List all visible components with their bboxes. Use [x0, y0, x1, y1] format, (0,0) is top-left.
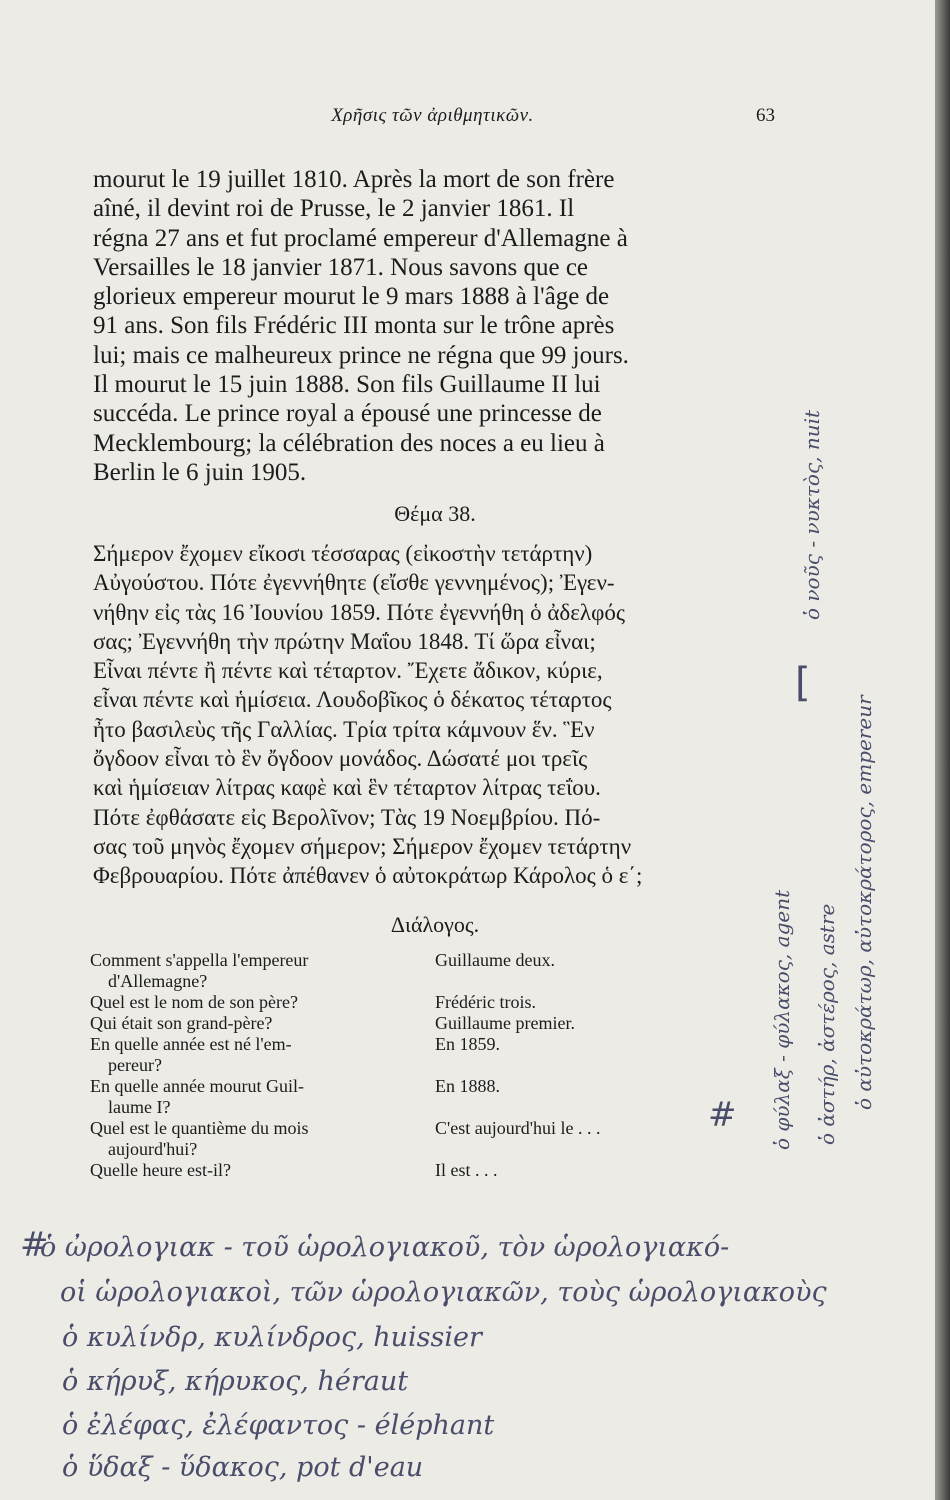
dialogue-table — [90, 950, 710, 1181]
text-line: Αὐγούστου. Πότε ἐγεννήθητε (εἴσθε γεννημένος); Ἐγεν- — [93, 570, 615, 596]
answer-line: Frédéric trois. — [435, 992, 536, 1012]
question — [90, 1160, 435, 1181]
question — [90, 1118, 435, 1160]
text-line: Εἶναι πέντε ἢ πέντε καὶ τέταρτον. Ἔχετε ἄδικον, κύριε, — [93, 658, 603, 684]
question-line: d'Allemagne? — [108, 971, 208, 991]
dialogue-row — [90, 1076, 710, 1118]
question — [90, 1013, 435, 1034]
handwritten-note: ὁ ὠρολογιακ - τοῦ ὡρολογιακοῦ, τὸν ὡρολογιακό- — [40, 1232, 730, 1263]
text-line: succéda. Le prince royal a épousé une princesse de — [93, 400, 602, 428]
french-paragraph — [93, 165, 773, 487]
handwritten-note: ὁ κυλίνδρ, κυλίνδρος, huissier — [62, 1322, 482, 1353]
answer — [435, 1013, 575, 1034]
margin-note: ὁ αὐτοκράτωρ, αὐτοκράτορος, empereur — [852, 695, 876, 1110]
text-line: Πότε ἐφθάσατε εἰς Βερολῖνον; Τὰς 19 Νοεμβρίου. Πό- — [93, 804, 601, 830]
question — [90, 992, 435, 1013]
text-line: σας τοῦ μηνὸς ἔχομεν σήμερον; Σήμερον ἔχομεν τετάρτην — [93, 833, 632, 859]
answer-line: C'est aujourd'hui le . . . — [435, 1118, 601, 1138]
answer-line: Guillaume deux. — [435, 950, 555, 970]
answer-line: Il est . . . — [435, 1160, 498, 1180]
question-line: aujourd'hui? — [108, 1139, 198, 1159]
bracket-mark-icon: [ — [795, 660, 811, 706]
hash-mark-icon: # — [20, 1225, 49, 1265]
answer — [435, 992, 536, 1013]
text-line: Φεβρουαρίου. Πότε ἀπέθανεν ὁ αὐτοκράτωρ Κάρολος ὁ ε΄; — [93, 863, 643, 889]
text-line: mourut le 19 juillet 1810. Après la mort de son frère — [93, 166, 615, 193]
text-line: εἶναι πέντε καὶ ἡμίσεια. Λουδοβῖκος ὁ δέκατος τέταρτος — [93, 687, 612, 713]
question-line: pereur? — [108, 1055, 162, 1075]
text-line: ἦτο βασιλεὺς τῆς Γαλλίας. Τρία τρίτα κάμνουν ἕν. Ἓν — [93, 716, 595, 742]
dialogue-row — [90, 1013, 710, 1034]
answer-line: En 1888. — [435, 1076, 500, 1096]
text-line: καὶ ἡμίσειαν λίτρας καφὲ καὶ ἓν τέταρτον λίτρας τεΐου. — [93, 775, 601, 801]
answer — [435, 1034, 500, 1076]
question-line: Quelle heure est-il? — [90, 1160, 231, 1180]
answer — [435, 1118, 600, 1160]
question-line: Quel est le quantième du mois — [90, 1118, 309, 1138]
page-number: 63 — [756, 105, 775, 126]
answer — [435, 1160, 498, 1181]
question — [90, 1034, 435, 1076]
dialogue-row — [90, 1118, 710, 1160]
answer — [435, 1076, 500, 1118]
text-line: Mecklembourg; la célébration des noces a eu lieu à — [93, 429, 605, 457]
text-line: σας; Ἐγεννήθη τὴν πρώτην Μαΐου 1848. Τί ὥρα εἶναι; — [93, 628, 596, 654]
question — [90, 1076, 435, 1118]
hash-mark-icon: # — [708, 1095, 737, 1135]
question — [90, 950, 435, 992]
margin-note: ὁ ἀστήρ, ἀστέρος, astre — [815, 903, 839, 1145]
question-line: Quel est le nom de son père? — [90, 992, 298, 1012]
text-line: lui; mais ce malheureux prince ne régna que 99 jours. — [93, 341, 629, 369]
theme-heading: Θέμα 38. — [394, 501, 476, 526]
question-line: En quelle année est né l'em- — [90, 1034, 292, 1054]
running-title: Χρῆσις τῶν ἀριθμητικῶν. — [331, 105, 534, 126]
answer — [435, 950, 555, 992]
handwritten-note: ὁ ἐλέφας, ἐλέφαντος - éléphant — [62, 1410, 495, 1441]
text-line: Versailles le 18 janvier 1871. Nous savons que ce — [93, 253, 589, 281]
text-line: Il mourut le 15 juin 1888. Son fils Guillaume II lui — [93, 371, 601, 399]
handwritten-note: οἱ ὡρολογιακοὶ, τῶν ὡρολογιακῶν, τοὺς ὡρολογιακοὺς — [60, 1277, 827, 1308]
text-line: ὄγδοον εἶναι τὸ ἓν ὄγδοον μονάδος. Δώσατέ μοι τρεῖς — [93, 746, 588, 772]
dialogue-row — [90, 1160, 710, 1181]
text-line: νήθην εἰς τὰς 16 Ἰουνίου 1859. Πότε ἐγεννήθη ὁ ἀδελφός — [93, 599, 625, 625]
answer-line: Guillaume premier. — [435, 1013, 575, 1033]
page-edge — [935, 0, 950, 1500]
margin-note: ὁ νοῦς - νυκτὸς, nuit — [800, 409, 824, 620]
text-line: 91 ans. Son fils Frédéric III monta sur le trône après — [93, 312, 615, 340]
dialogue-heading: Διάλογος. — [390, 912, 480, 937]
handwritten-note: ὁ ὕδαξ - ὕδακος, pot d'eau — [62, 1452, 424, 1483]
question-line: Comment s'appella l'empereur — [90, 950, 309, 970]
dialogue-row — [90, 1034, 710, 1076]
handwritten-note: ὁ κήρυξ, κήρυκος, héraut — [62, 1366, 409, 1397]
text-line: Berlin le 6 juin 1905. — [93, 458, 307, 486]
running-head — [95, 105, 775, 133]
text-line: régna 27 ans et fut proclamé empereur d'Allemagne à — [93, 224, 628, 252]
question-line: laume I? — [108, 1097, 171, 1117]
dialogue-row — [90, 992, 710, 1013]
margin-note: ὁ φύλαξ - φύλακος, agent — [770, 889, 794, 1150]
text-line: Σήμερον ἔχομεν εἴκοσι τέσσαρας (εἰκοστὴν τετάρτην) — [93, 541, 593, 566]
question-line: En quelle année mourut Guil- — [90, 1076, 304, 1096]
question-line: Qui était son grand-père? — [90, 1013, 273, 1033]
dialogue-row — [90, 950, 710, 992]
greek-paragraph — [93, 539, 773, 891]
text-line: aîné, il devint roi de Prusse, le 2 janvier 1861. Il — [93, 195, 575, 223]
text-line: glorieux empereur mourut le 9 mars 1888 à l'âge de — [93, 283, 610, 311]
answer-line: En 1859. — [435, 1034, 500, 1054]
